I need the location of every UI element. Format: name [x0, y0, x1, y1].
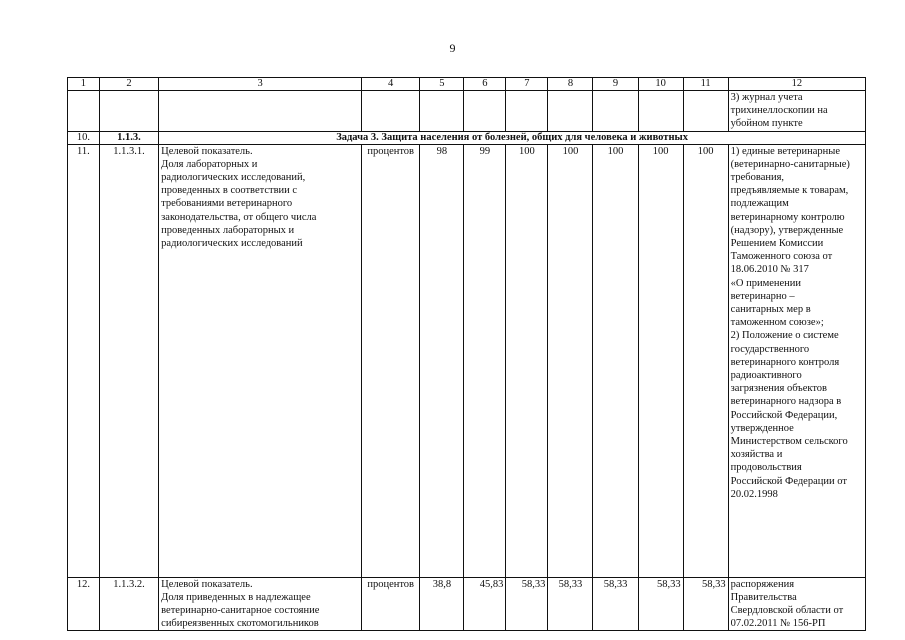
value-cell: 58,33 [683, 577, 728, 631]
column-number: 8 [548, 78, 593, 91]
column-number: 1 [68, 78, 100, 91]
legal-basis-cell: 1) единые ветеринарные (ветеринарно-санитарные) требования, предъявляемые к товарам, подлежащим ветеринарному контролю (надзору), утвержденные Решением Комиссии Таможенного союза от 18.06.2010 № 317 «О применении ветеринарно – санитарных мер в таможенном союзе»; 2) Положение о системе государственного ветеринарного контроля радиоактивного загрязнения объектов ветеринарного надзора в Российской Федерации, утвержденное Министерством сельского хозяйства и продовольствия Российской Федерации от 20.02.1998 [728, 144, 865, 577]
value-cell: 58,33 [548, 577, 593, 631]
value-cell: 100 [638, 144, 683, 577]
row-code: 1.1.3.2. [99, 577, 158, 631]
column-number: 5 [420, 78, 464, 91]
empty-cell [361, 91, 419, 132]
column-number-row [68, 78, 866, 91]
value-cell: 100 [548, 144, 593, 577]
empty-cell [593, 91, 638, 132]
unit-cell: процентов [361, 144, 419, 577]
row-code: 1.1.3.1. [99, 144, 158, 577]
table-row-continuation [68, 91, 866, 132]
column-number: 10 [638, 78, 683, 91]
value-cell: 100 [506, 144, 548, 577]
empty-cell [420, 91, 464, 132]
legal-basis-cell: 3) журнал учета трихинеллоскопии на убойном пункте [728, 91, 865, 132]
empty-cell [683, 91, 728, 132]
empty-cell [548, 91, 593, 132]
value-cell: 100 [683, 144, 728, 577]
row-number: 11. [68, 144, 100, 577]
indicators-table [67, 77, 866, 631]
column-number: 6 [464, 78, 506, 91]
table-row-indicator-12 [68, 577, 866, 631]
empty-cell [68, 91, 100, 132]
table-row-indicator-11 [68, 144, 866, 577]
column-number: 12 [728, 78, 865, 91]
value-cell: 58,33 [593, 577, 638, 631]
column-number: 3 [159, 78, 362, 91]
task-title: Задача 3. Защита населения от болезней, общих для человека и животных [159, 131, 866, 144]
unit-cell: процентов [361, 577, 419, 631]
empty-cell [99, 91, 158, 132]
value-cell: 99 [464, 144, 506, 577]
value-cell: 100 [593, 144, 638, 577]
row-number: 10. [68, 131, 100, 144]
empty-cell [638, 91, 683, 132]
indicator-description: Целевой показатель. Доля приведенных в надлежащее ветеринарно-санитарное состояние сибиреязвенных скотомогильников [159, 577, 362, 631]
value-cell: 58,33 [638, 577, 683, 631]
value-cell: 58,33 [506, 577, 548, 631]
indicator-description: Целевой показатель. Доля лабораторных и радиологических исследований, проведенных в соответствии с требованиями ветеринарного законодательства, от общего числа проведенных лабораторных и радиологических исследований [159, 144, 362, 577]
row-code: 1.1.3. [99, 131, 158, 144]
legal-basis-cell: распоряжения Правительства Свердловской области от 07.02.2011 № 156-РП [728, 577, 865, 631]
task-row [68, 131, 866, 144]
empty-cell [506, 91, 548, 132]
row-number: 12. [68, 577, 100, 631]
empty-cell [159, 91, 362, 132]
column-number: 4 [361, 78, 419, 91]
column-number: 2 [99, 78, 158, 91]
page-number: 9 [449, 41, 456, 55]
value-cell: 38,8 [420, 577, 464, 631]
value-cell: 98 [420, 144, 464, 577]
empty-cell [464, 91, 506, 132]
column-number: 9 [593, 78, 638, 91]
column-number: 7 [506, 78, 548, 91]
value-cell: 45,83 [464, 577, 506, 631]
column-number: 11 [683, 78, 728, 91]
